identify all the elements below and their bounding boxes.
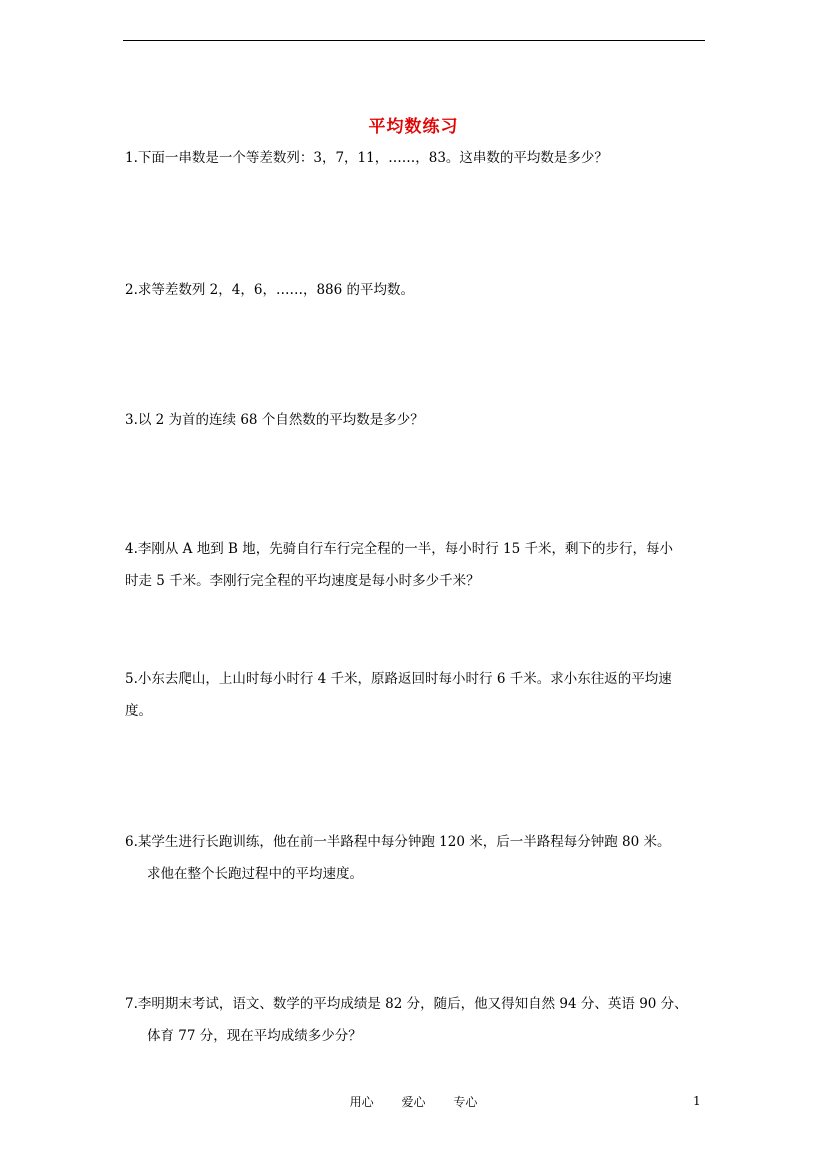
question-5-line-2: 度。: [125, 703, 152, 719]
footer-word-3: 专心: [453, 1095, 478, 1109]
question-4: [125, 533, 710, 597]
question-4-line-2: 时走 5 千米。李刚行完全程的平均速度是每小时多少千米？: [125, 573, 480, 589]
footer-word-1: 用心: [349, 1095, 374, 1109]
page-title: 平均数练习: [368, 117, 459, 137]
question-6-line-2: 求他在整个长跑过程中的平均速度。: [147, 866, 363, 882]
question-5-line-1: 5.小东去爬山，上山时每小时行 4 千米，原路返回时每小时行 6 千米。求小东往返的平均速: [125, 671, 672, 687]
question-5: [125, 663, 710, 727]
page-number: 1: [693, 1094, 701, 1108]
question-3-line-1: 3.以 2 为首的连续 68 个自然数的平均数是多少？: [125, 412, 424, 428]
question-1: [125, 142, 710, 174]
footer: [0, 1093, 827, 1110]
question-6-line-1: 6.某学生进行长跑训练，他在前一半路程中每分钟跑 120 米，后一半路程每分钟跑 80 米。: [125, 834, 671, 850]
question-2: [125, 274, 710, 306]
question-7-line-2: 体育 77 分，现在平均成绩多少分？: [147, 1028, 362, 1044]
footer-word-2: 爱心: [401, 1095, 426, 1109]
question-3: [125, 404, 710, 436]
question-4-line-1: 4.李刚从 A 地到 B 地，先骑自行车行完全程的一半，每小时行 15 千米，剩下的步行，每小: [125, 541, 673, 557]
question-1-line-1: 1.下面一串数是一个等差数列：3，7，11，……，83。这串数的平均数是多少？: [125, 150, 608, 166]
question-7: [125, 988, 710, 1052]
question-2-line-1: 2.求等差数列 2，4，6，……，886 的平均数。: [125, 282, 414, 298]
header-rule: [123, 40, 705, 41]
question-6: [125, 826, 710, 890]
question-7-line-1: 7.李明期末考试，语文、数学的平均成绩是 82 分，随后，他又得知自然 94 分、英语 90 分、: [125, 996, 688, 1012]
